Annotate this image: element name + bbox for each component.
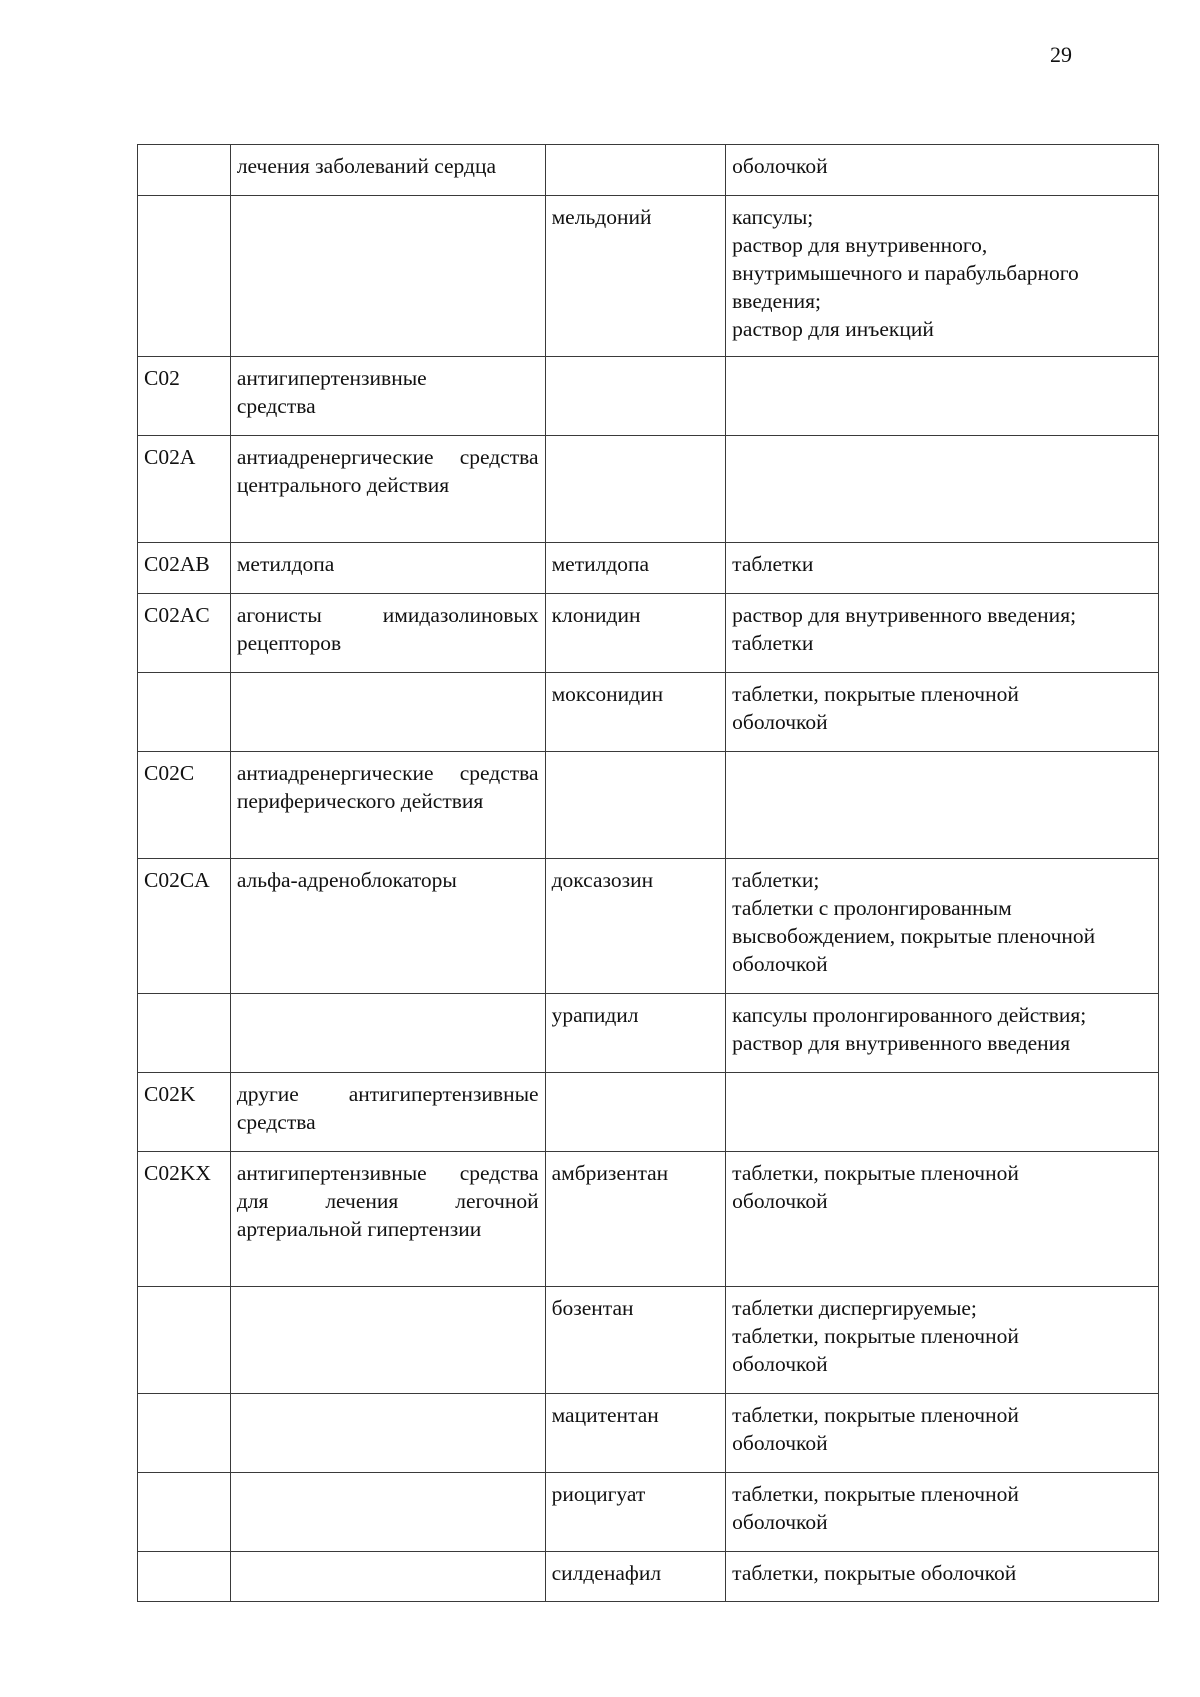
- drug-name-cell: бозентан: [545, 1287, 726, 1394]
- dosage-form-cell: таблетки: [726, 543, 1159, 594]
- atc-code-cell: [138, 994, 231, 1073]
- dosage-form-cell: таблетки; таблетки с пролонгированным высвобождением, покрытые пленочной оболочкой: [726, 859, 1159, 994]
- drug-name-cell: силденафил: [545, 1552, 726, 1602]
- table-row: [138, 859, 1159, 994]
- atc-code-cell: C02CA: [138, 859, 231, 994]
- drug-name-cell: клонидин: [545, 594, 726, 673]
- pharmacological-group-cell: [230, 1287, 545, 1394]
- pharmacological-group-cell: другие антигипертензивные средства: [230, 1073, 545, 1152]
- atc-code-cell: [138, 196, 231, 357]
- drug-table: [137, 144, 1159, 1602]
- dosage-form-cell: оболочкой: [726, 145, 1159, 196]
- page-number: 29: [1050, 42, 1072, 67]
- table-row: [138, 752, 1159, 859]
- atc-code-cell: [138, 1287, 231, 1394]
- atc-code-cell: [138, 1394, 231, 1473]
- atc-code-cell: [138, 673, 231, 752]
- atc-code-cell: C02AB: [138, 543, 231, 594]
- drug-name-cell: мельдоний: [545, 196, 726, 357]
- table-row: [138, 994, 1159, 1073]
- dosage-form-cell: [726, 436, 1159, 543]
- atc-code-cell: C02KX: [138, 1152, 231, 1287]
- dosage-form-cell: таблетки, покрытые оболочкой: [726, 1552, 1159, 1602]
- drug-name-cell: мацитентан: [545, 1394, 726, 1473]
- drug-name-cell: [545, 1073, 726, 1152]
- atc-code-cell: C02AC: [138, 594, 231, 673]
- table-row: [138, 357, 1159, 436]
- table-row: [138, 594, 1159, 673]
- table-row: [138, 1552, 1159, 1602]
- pharmacological-group-cell: антигипертензивные средства для лечения легочной артериальной гипертензии: [230, 1152, 545, 1287]
- atc-code-cell: [138, 1552, 231, 1602]
- table-row: [138, 1394, 1159, 1473]
- table-row: [138, 1473, 1159, 1552]
- dosage-form-cell: [726, 752, 1159, 859]
- pharmacological-group-cell: альфа-адреноблокаторы: [230, 859, 545, 994]
- drug-name-cell: метилдопа: [545, 543, 726, 594]
- pharmacological-group-cell: [230, 196, 545, 357]
- atc-code-cell: C02C: [138, 752, 231, 859]
- pharmacological-group-cell: антигипертензивные средства: [230, 357, 545, 436]
- atc-code-cell: C02A: [138, 436, 231, 543]
- dosage-form-cell: таблетки, покрытые пленочной оболочкой: [726, 1394, 1159, 1473]
- dosage-form-cell: раствор для внутривенного введения; таблетки: [726, 594, 1159, 673]
- pharmacological-group-cell: метилдопа: [230, 543, 545, 594]
- table-row: [138, 196, 1159, 357]
- table-row: [138, 436, 1159, 543]
- table-row: [138, 543, 1159, 594]
- atc-code-cell: C02: [138, 357, 231, 436]
- table-row: [138, 673, 1159, 752]
- pharmacological-group-cell: антиадренергические средства периферического действия: [230, 752, 545, 859]
- pharmacological-group-cell: [230, 1394, 545, 1473]
- dosage-form-cell: [726, 1073, 1159, 1152]
- drug-name-cell: моксонидин: [545, 673, 726, 752]
- drug-name-cell: [545, 357, 726, 436]
- dosage-form-cell: таблетки, покрытые пленочной оболочкой: [726, 673, 1159, 752]
- pharmacological-group-cell: [230, 994, 545, 1073]
- drug-name-cell: амбризентан: [545, 1152, 726, 1287]
- pharmacological-group-cell: [230, 673, 545, 752]
- drug-name-cell: доксазозин: [545, 859, 726, 994]
- dosage-form-cell: [726, 357, 1159, 436]
- pharmacological-group-cell: [230, 1473, 545, 1552]
- atc-code-cell: C02K: [138, 1073, 231, 1152]
- drug-name-cell: [545, 752, 726, 859]
- dosage-form-cell: таблетки диспергируемые; таблетки, покрытые пленочной оболочкой: [726, 1287, 1159, 1394]
- pharmacological-group-cell: лечения заболеваний сердца: [230, 145, 545, 196]
- pharmacological-group-cell: [230, 1552, 545, 1602]
- drug-name-cell: риоцигуат: [545, 1473, 726, 1552]
- drug-name-cell: урапидил: [545, 994, 726, 1073]
- drug-name-cell: [545, 145, 726, 196]
- table-row: [138, 145, 1159, 196]
- dosage-form-cell: капсулы; раствор для внутривенного, внутримышечного и парабульбарного введения; раствор для инъекций: [726, 196, 1159, 357]
- dosage-form-cell: таблетки, покрытые пленочной оболочкой: [726, 1152, 1159, 1287]
- dosage-form-cell: капсулы пролонгированного действия; раствор для внутривенного введения: [726, 994, 1159, 1073]
- pharmacological-group-cell: антиадренергические средства центрального действия: [230, 436, 545, 543]
- table-row: [138, 1073, 1159, 1152]
- atc-code-cell: [138, 1473, 231, 1552]
- drug-name-cell: [545, 436, 726, 543]
- dosage-form-cell: таблетки, покрытые пленочной оболочкой: [726, 1473, 1159, 1552]
- table-row: [138, 1152, 1159, 1287]
- atc-code-cell: [138, 145, 231, 196]
- pharmacological-group-cell: агонисты имидазолиновых рецепторов: [230, 594, 545, 673]
- table-row: [138, 1287, 1159, 1394]
